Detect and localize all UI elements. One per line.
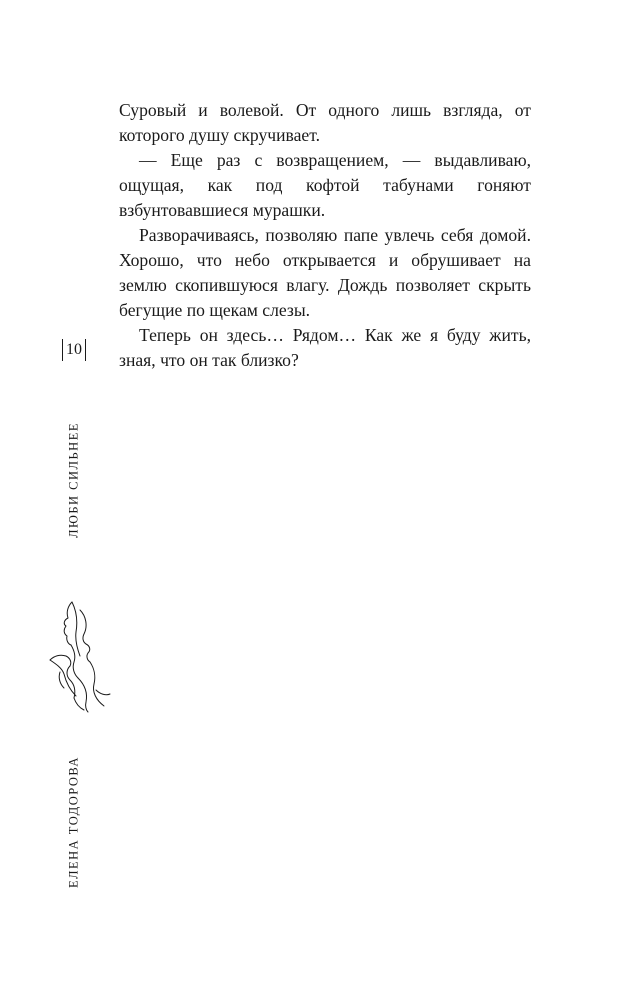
page-number: 10: [62, 335, 86, 365]
couple-illustration-icon: [36, 598, 112, 716]
paragraph-1: Суровый и волевой. От одного лишь взгляда, от которого душу скручивает.: [119, 100, 531, 145]
paragraph-2: — Еще раз с возвращением, — выдавливаю, ощущая, как под кофтой табунами гоняют взбунтовавшиеся мурашки.: [119, 150, 531, 220]
paragraph-4: Теперь он здесь… Рядом… Как же я буду жить, зная, что он так близко?: [119, 325, 531, 370]
paragraph-3: Разворачиваясь, позволяю папе увлечь себя домой. Хорошо, что небо открывается и обрушивает на землю скопившуюся влагу. Дождь позволяет скрыть бегущие по щекам слезы.: [119, 225, 531, 320]
running-author: ЕЛЕНА ТОДОРОВА: [66, 756, 81, 888]
running-title: ЛЮБИ СИЛЬНЕЕ: [66, 422, 81, 538]
body-text: [119, 98, 531, 373]
